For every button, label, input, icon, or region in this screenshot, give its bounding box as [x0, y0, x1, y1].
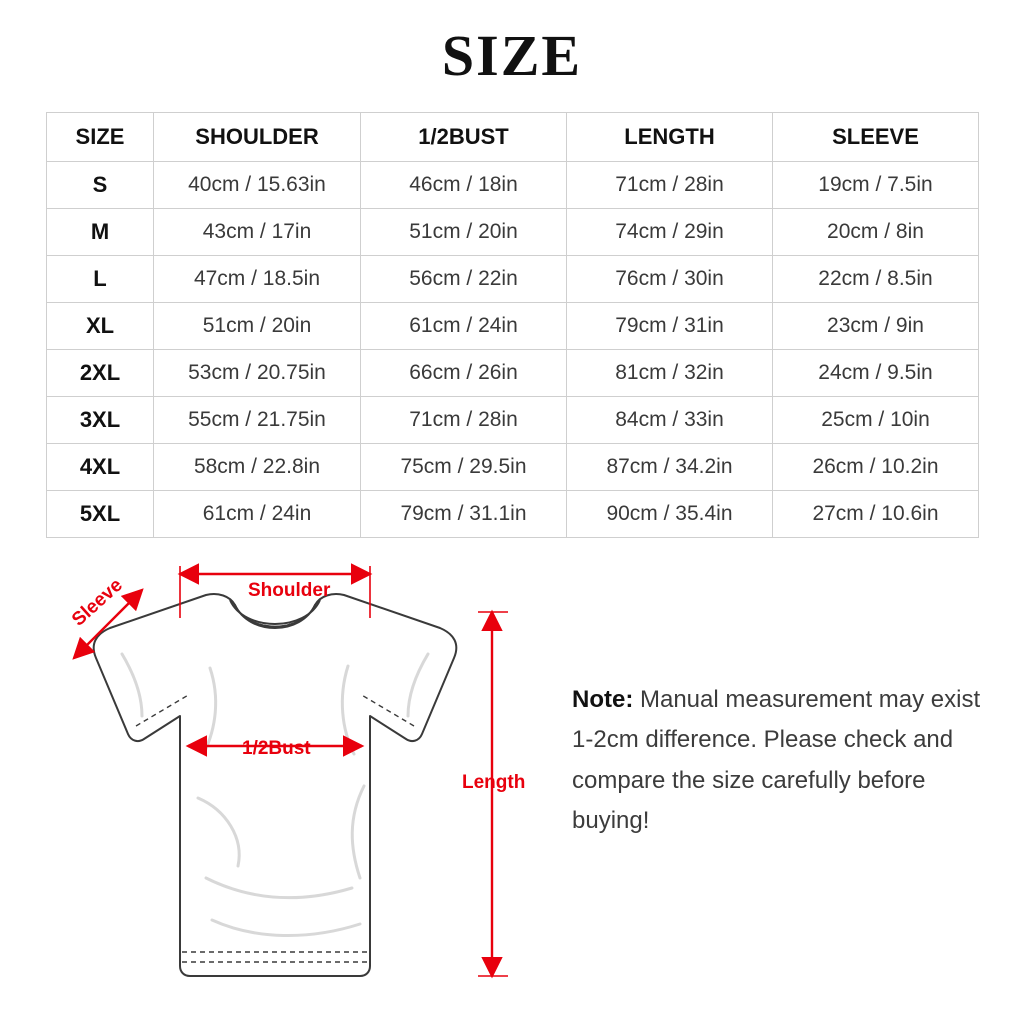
table-row: [47, 444, 979, 491]
tshirt-measurement-diagram: [30, 548, 550, 1018]
note-prefix: Note:: [572, 686, 634, 713]
cell-size: L: [47, 256, 154, 303]
cell-bust: 56cm / 22in: [361, 256, 567, 303]
cell-size: 5XL: [47, 491, 154, 538]
cell-shoulder: 43cm / 17in: [154, 209, 361, 256]
dimension-label-shoulder: Shoulder: [248, 580, 331, 601]
cell-sleeve: 23cm / 9in: [773, 303, 979, 350]
cell-bust: 51cm / 20in: [361, 209, 567, 256]
table-row: [47, 162, 979, 209]
cell-length: 90cm / 35.4in: [567, 491, 773, 538]
cell-shoulder: 47cm / 18.5in: [154, 256, 361, 303]
dimension-label-sleeve: Sleeve: [68, 574, 127, 631]
table-row: [47, 256, 979, 303]
cell-size: 2XL: [47, 350, 154, 397]
column-header-bust: 1/2BUST: [361, 113, 567, 162]
cell-bust: 75cm / 29.5in: [361, 444, 567, 491]
page-title: SIZE: [441, 23, 583, 88]
cell-bust: 71cm / 28in: [361, 397, 567, 444]
cell-size: M: [47, 209, 154, 256]
cell-shoulder: 58cm / 22.8in: [154, 444, 361, 491]
size-chart-table-container: [46, 112, 978, 538]
cell-sleeve: 20cm / 8in: [773, 209, 979, 256]
table-row: [47, 350, 979, 397]
cell-bust: 79cm / 31.1in: [361, 491, 567, 538]
table-header-row: [47, 113, 979, 162]
cell-bust: 46cm / 18in: [361, 162, 567, 209]
cell-length: 84cm / 33in: [567, 397, 773, 444]
cell-size: S: [47, 162, 154, 209]
cell-bust: 66cm / 26in: [361, 350, 567, 397]
cell-length: 71cm / 28in: [567, 162, 773, 209]
measurement-note: [572, 680, 992, 841]
cell-length: 76cm / 30in: [567, 256, 773, 303]
cell-sleeve: 24cm / 9.5in: [773, 350, 979, 397]
cell-sleeve: 25cm / 10in: [773, 397, 979, 444]
cell-length: 74cm / 29in: [567, 209, 773, 256]
note-text: Manual measurement may exist 1-2cm difference. Please check and compare the size carefully before buying!: [572, 686, 981, 834]
cell-size: 3XL: [47, 397, 154, 444]
table-row: [47, 491, 979, 538]
cell-shoulder: 40cm / 15.63in: [154, 162, 361, 209]
cell-length: 87cm / 34.2in: [567, 444, 773, 491]
cell-shoulder: 51cm / 20in: [154, 303, 361, 350]
dimension-label-length: Length: [462, 772, 526, 793]
column-header-size: SIZE: [47, 113, 154, 162]
table-row: [47, 303, 979, 350]
dimension-label-bust: 1/2Bust: [242, 738, 311, 759]
column-header-sleeve: SLEEVE: [773, 113, 979, 162]
cell-size: 4XL: [47, 444, 154, 491]
cell-sleeve: 27cm / 10.6in: [773, 491, 979, 538]
cell-shoulder: 61cm / 24in: [154, 491, 361, 538]
column-header-length: LENGTH: [567, 113, 773, 162]
cell-bust: 61cm / 24in: [361, 303, 567, 350]
cell-sleeve: 19cm / 7.5in: [773, 162, 979, 209]
cell-length: 81cm / 32in: [567, 350, 773, 397]
cell-sleeve: 22cm / 8.5in: [773, 256, 979, 303]
cell-sleeve: 26cm / 10.2in: [773, 444, 979, 491]
column-header-shoulder: SHOULDER: [154, 113, 361, 162]
table-row: [47, 397, 979, 444]
cell-shoulder: 53cm / 20.75in: [154, 350, 361, 397]
cell-shoulder: 55cm / 21.75in: [154, 397, 361, 444]
size-chart-table: [46, 112, 979, 538]
cell-length: 79cm / 31in: [567, 303, 773, 350]
cell-size: XL: [47, 303, 154, 350]
table-row: [47, 209, 979, 256]
